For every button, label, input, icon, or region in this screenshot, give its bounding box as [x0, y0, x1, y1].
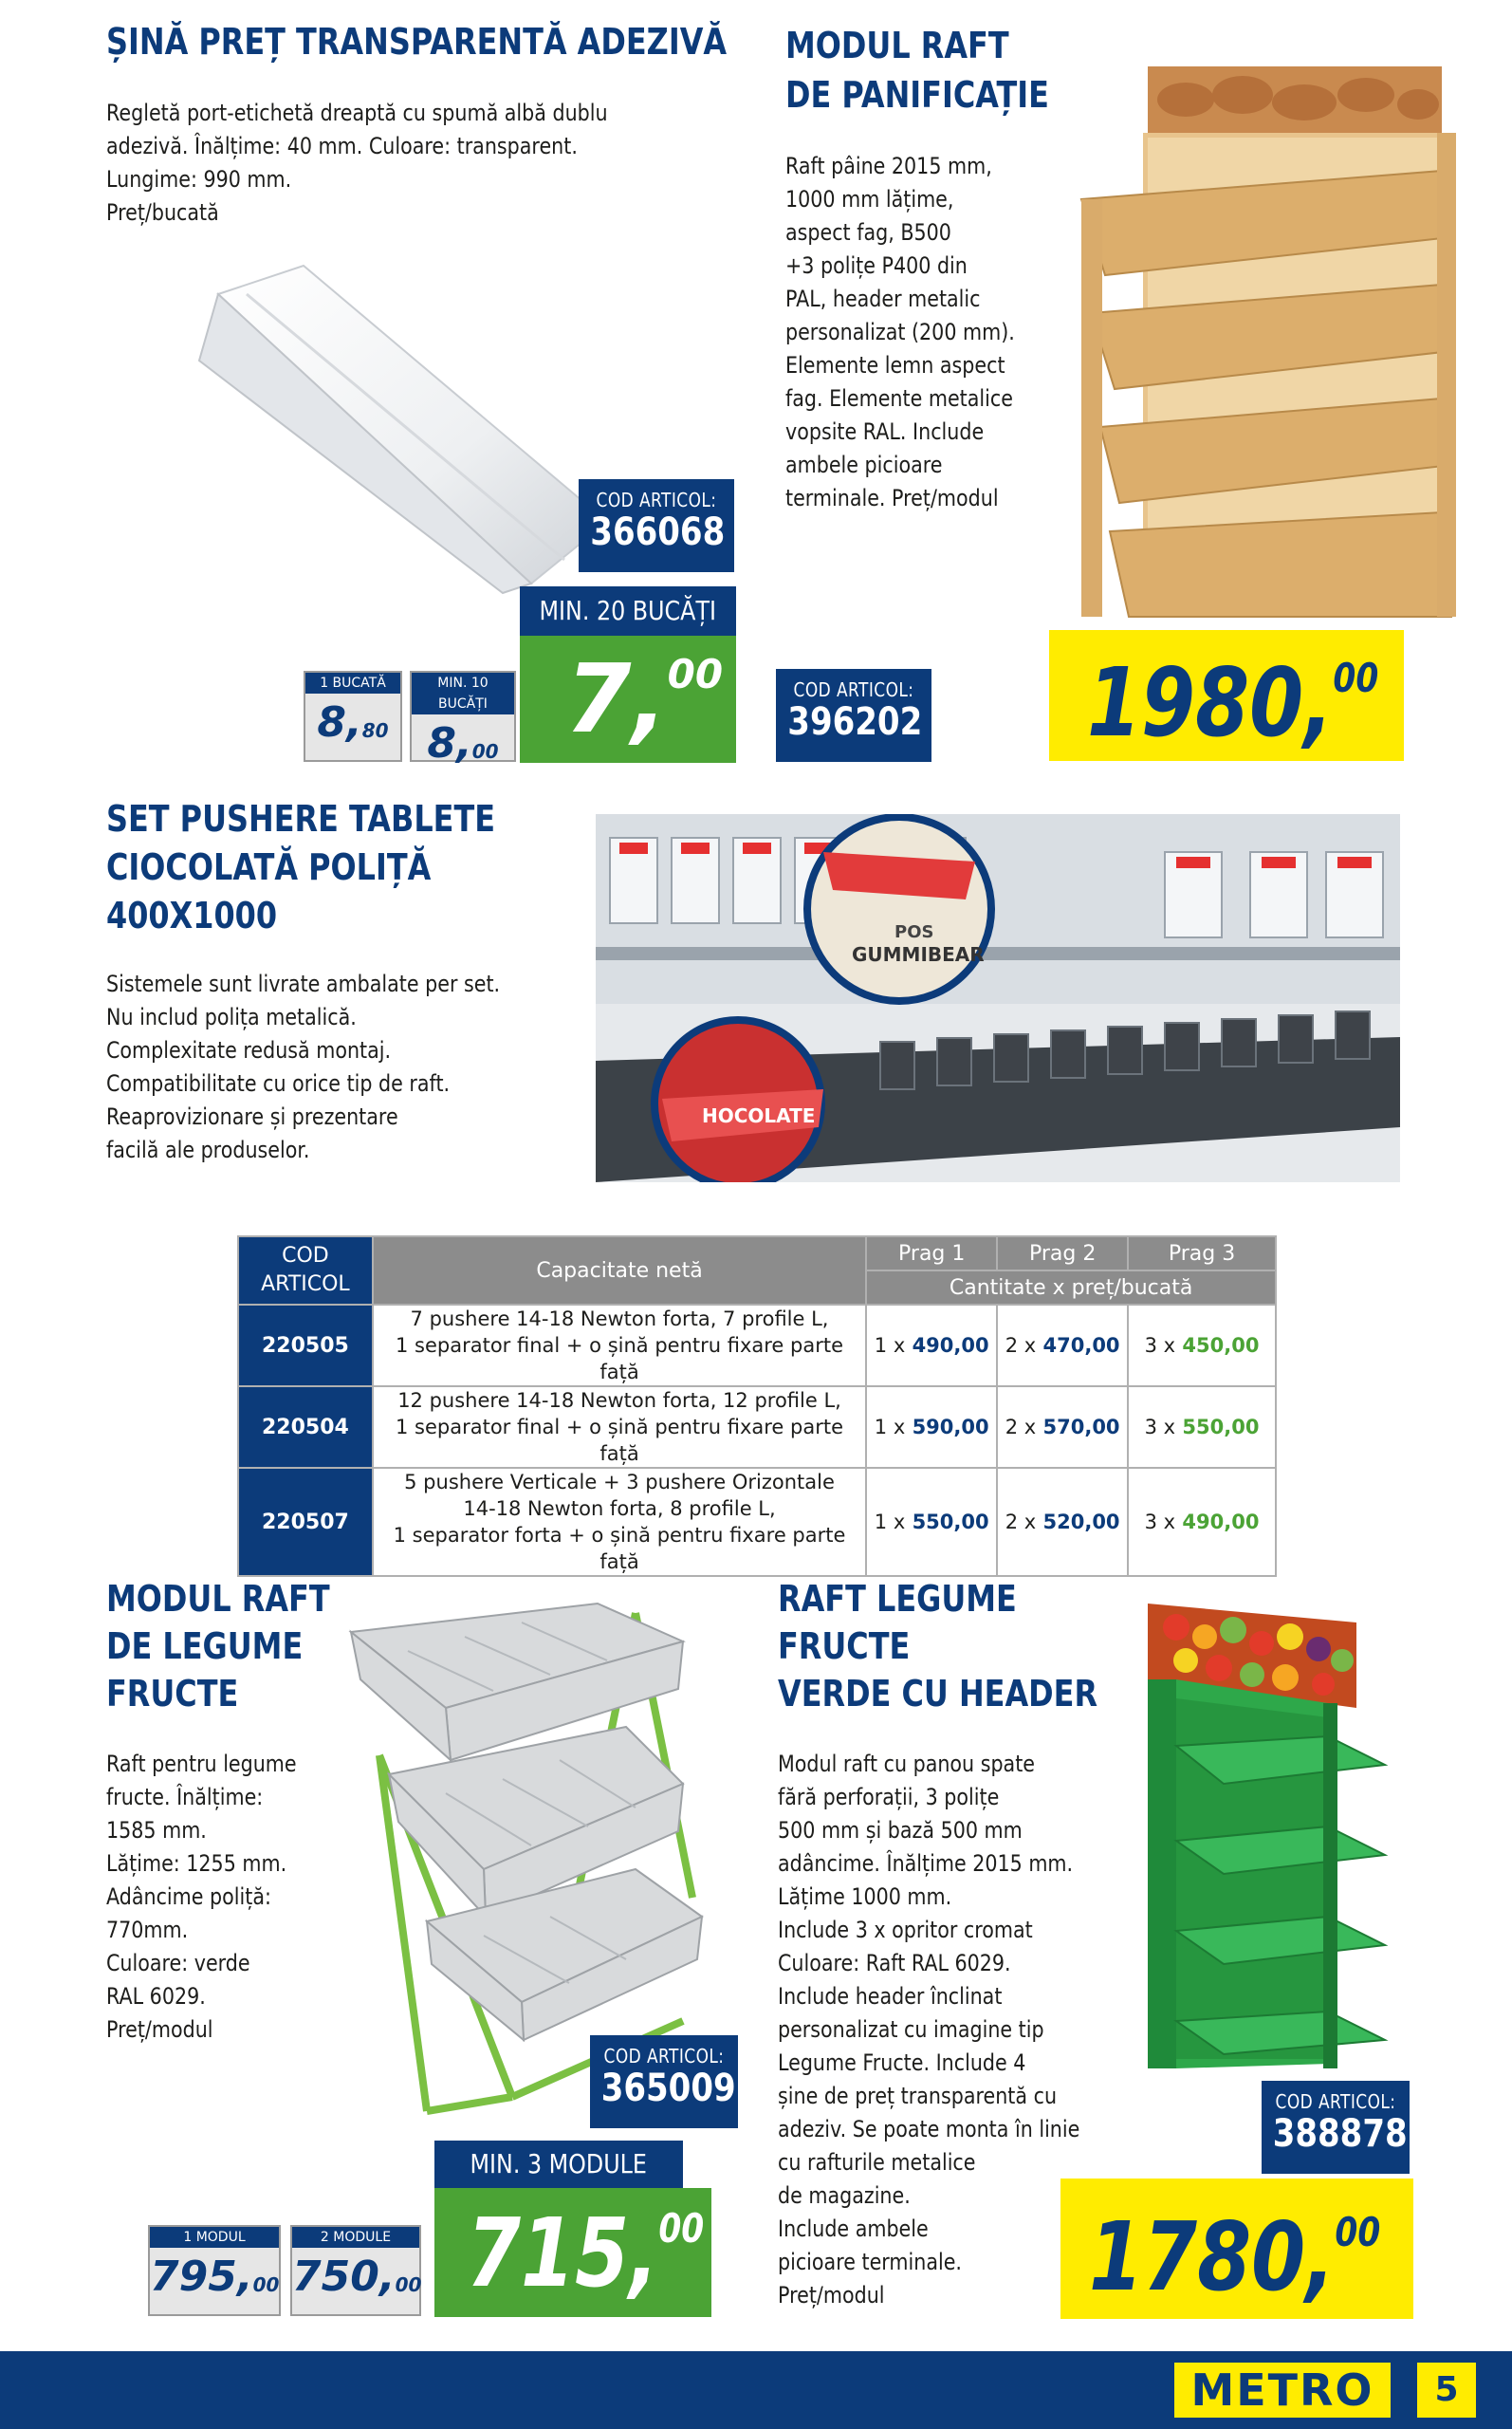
code-label: COD ARTICOL: [596, 489, 717, 511]
product3-description [106, 968, 596, 1167]
quantity: 1 x [874, 1511, 906, 1533]
product5-desc-line: de magazine. [778, 2182, 911, 2209]
product1-tier2-price: MIN. 10 BUCĂȚI 8,00 [410, 671, 516, 762]
row-prag2 [997, 1386, 1128, 1468]
row-prag1 [866, 1305, 997, 1386]
product1-desc-line: Lungime: 990 mm. [106, 166, 292, 193]
product5-desc-line: Culoare: Raft RAL 6029. [778, 1950, 1011, 1976]
product4-desc-line: Adâncime poliță: [106, 1883, 271, 1910]
product3-desc-line: facilă ale produselor. [106, 1137, 310, 1163]
header-cod-articol [238, 1236, 373, 1305]
product4-tier2-price: 2 MODULE 750,00 [290, 2225, 421, 2316]
tier-price: 8 [427, 719, 457, 768]
product2-desc-line: terminale. Preț/modul [785, 485, 999, 511]
page-number: 5 [1417, 2363, 1476, 2418]
product5-desc-line: 500 mm și bază 500 mm [778, 1817, 1023, 1844]
quantity: 3 x [1144, 1334, 1176, 1357]
product4-desc-line: 770mm. [106, 1917, 189, 1943]
unit-price: 550,00 [912, 1511, 989, 1533]
product2-code: 396202 [787, 700, 923, 744]
row-prag1 [866, 1386, 997, 1468]
product4-code: 365009 [600, 2067, 736, 2110]
code-label: COD ARTICOL: [603, 2045, 725, 2067]
pricing-table [237, 1235, 1277, 1577]
price-integer: 715 [467, 2197, 630, 2308]
product4-title [106, 1575, 330, 1717]
tier-price-decimals: 80 [361, 719, 389, 742]
desc-line: 12 pushere 14-18 Newton forta, 12 profile L, [397, 1389, 841, 1412]
product5-desc-line: picioare terminale. [778, 2249, 962, 2275]
product2-description [785, 150, 1062, 515]
product5-desc-line: Lățime 1000 mm. [778, 1883, 952, 1910]
product2-desc-line: aspect fag, B500 [785, 219, 951, 246]
title-line: SET PUSHERE TABLETE [106, 798, 496, 840]
unit-price: 550,00 [1182, 1416, 1260, 1438]
product3-desc-line: Compatibilitate cu orice tip de raft. [106, 1070, 451, 1097]
row-description [373, 1468, 866, 1576]
desc-line: 14-18 Newton forta, 8 profile L, [463, 1497, 776, 1520]
row-prag2 [997, 1468, 1128, 1576]
unit-price: 470,00 [1042, 1334, 1120, 1357]
product4-desc-line: Lățime: 1255 mm. [106, 1850, 287, 1877]
price-integer: 1980 [1087, 647, 1304, 758]
product2-price: 1980,00 [1087, 647, 1379, 758]
image-caption: POS [894, 922, 934, 942]
product1-tier1-price: 1 BUCATĂ 8,80 [304, 671, 402, 762]
header-text: ARTICOL [261, 1272, 350, 1296]
tier-label: 1 BUCATĂ [305, 673, 400, 694]
product3-image [596, 814, 1400, 1182]
row-description [373, 1386, 866, 1468]
title-line: MODUL RAFT [106, 1578, 330, 1620]
product2-price-box [1049, 630, 1404, 761]
product5-price: 1780,00 [1089, 2201, 1381, 2312]
min-label-text: MIN. 3 MODULE [470, 2148, 648, 2179]
product2-desc-line: personalizat (200 mm). [785, 319, 1015, 345]
product5-code: 388878 [1272, 2112, 1408, 2156]
product3-desc-line: Reaprovizionare și prezentare [106, 1103, 398, 1130]
image-caption: HOCOLATE [702, 1104, 816, 1127]
product5-desc-line: adeziv. Se poate monta în linie [778, 2116, 1080, 2142]
product1-title: ȘINĂ PREȚ TRANSPARENTĂ ADEZIVĂ [106, 21, 728, 63]
product4-desc-line: 1585 mm. [106, 1817, 207, 1844]
quantity: 2 x [1005, 1334, 1037, 1357]
product2-desc-line: fag. Elemente metalice [785, 385, 1013, 412]
desc-line: 1 separator final + o șină pentru fixare parte față [396, 1416, 844, 1465]
unit-price: 490,00 [1182, 1511, 1260, 1533]
product5-desc-line: Include ambele [778, 2216, 929, 2242]
product3-title [106, 795, 495, 940]
quantity: 3 x [1144, 1511, 1176, 1533]
product5-code-box [1262, 2081, 1410, 2174]
product4-price: 715,00 [467, 2197, 705, 2308]
product4-price-box [434, 2188, 711, 2317]
unit-price: 490,00 [912, 1334, 989, 1357]
row-code: 220507 [238, 1468, 373, 1576]
product5-desc-line: cu rafturile metalice [778, 2149, 976, 2176]
title-line: CIOCOLATĂ POLIȚĂ [106, 846, 432, 888]
product3-desc-line: Complexitate redusă montaj. [106, 1037, 392, 1064]
header-capacitate: Capacitate netă [373, 1236, 866, 1305]
title-line: 400X1000 [106, 895, 278, 936]
product1-description [106, 97, 677, 230]
tier-price-decimals: 00 [252, 2273, 280, 2296]
row-prag3 [1128, 1386, 1276, 1468]
product2-desc-line: ambele picioare [785, 452, 943, 478]
price-integer: 1780 [1089, 2201, 1306, 2312]
product2-desc-line: Raft pâine 2015 mm, [785, 153, 992, 179]
product2-code-box [776, 669, 931, 762]
table-row [238, 1386, 1276, 1468]
code-label: COD ARTICOL: [1275, 2090, 1396, 2113]
price-decimals: 00 [658, 2204, 705, 2252]
header-prag2: Prag 2 [997, 1236, 1128, 1270]
product2-desc-line: Elemente lemn aspect [785, 352, 1005, 379]
product1-desc-line: Preț/bucată [106, 199, 219, 226]
tier-price-decimals: 00 [471, 740, 499, 763]
quantity: 3 x [1144, 1416, 1176, 1438]
product1-desc-line: adezivă. Înălțime: 40 mm. Culoare: transparent. [106, 133, 578, 159]
product5-price-box [1060, 2179, 1413, 2319]
unit-price: 520,00 [1042, 1511, 1120, 1533]
product1-code-box [579, 479, 734, 572]
product5-desc-line: Include 3 x opritor cromat [778, 1917, 1033, 1943]
product2-desc-line: vopsite RAL. Include [785, 418, 985, 445]
product4-description [106, 1748, 335, 2047]
row-description [373, 1305, 866, 1386]
table-row [238, 1468, 1276, 1576]
product5-desc-line: adâncime. Înălțime 2015 mm. [778, 1850, 1074, 1877]
product4-tier1-price: 1 MODUL 795,00 [148, 2225, 281, 2316]
desc-line: 7 pushere 14-18 Newton forta, 7 profile L, [410, 1307, 829, 1330]
desc-line: 1 separator final + o șină pentru fixare parte față [396, 1334, 844, 1383]
product5-desc-line: Legume Fructe. Include 4 [778, 2049, 1026, 2076]
product4-code-box [590, 2035, 738, 2128]
product4-desc-line: Raft pentru legume [106, 1751, 297, 1777]
product4-desc-line: Culoare: verde [106, 1950, 250, 1976]
product5-desc-line: șine de preț transparentă cu [778, 2083, 1058, 2109]
title-line: FRUCTE [106, 1673, 239, 1715]
product1-image [190, 256, 617, 598]
product5-title [778, 1575, 1097, 1717]
product1-min-label [520, 586, 736, 636]
row-prag2 [997, 1305, 1128, 1386]
product5-desc-line: personalizat cu imagine tip [778, 2016, 1044, 2043]
tier-price: 795 [150, 2253, 237, 2301]
header-prag1: Prag 1 [866, 1236, 997, 1270]
product1-price: 7,00 [565, 643, 724, 754]
product4-desc-line: fructe. Înălțime: [106, 1784, 264, 1810]
product2-image [1053, 57, 1470, 626]
price-decimals: 00 [667, 650, 724, 697]
product5-desc-line: Preț/modul [778, 2282, 885, 2308]
price-integer: 7 [565, 643, 632, 754]
product1-desc-line: Regletă port-etichetă dreaptă cu spumă albă dublu [106, 100, 608, 126]
title-line: DE LEGUME [106, 1625, 304, 1667]
title-line: VERDE CU HEADER [778, 1673, 1098, 1715]
title-line: FRUCTE [778, 1625, 911, 1667]
row-code: 220505 [238, 1305, 373, 1386]
unit-price: 590,00 [912, 1416, 989, 1438]
tier-price: 750 [292, 2253, 379, 2301]
product4-desc-line: Preț/modul [106, 2016, 213, 2043]
price-decimals: 00 [1335, 2208, 1381, 2255]
header-prag3: Prag 3 [1128, 1236, 1276, 1270]
row-prag3 [1128, 1305, 1276, 1386]
code-label: COD ARTICOL: [793, 678, 914, 701]
product5-desc-line: Include header înclinat [778, 1983, 1003, 2010]
product2-desc-line: PAL, header metalic [785, 286, 981, 312]
image-caption: GUMMIBEAR [852, 943, 985, 966]
product5-image [1110, 1585, 1394, 2078]
product3-desc-line: Nu includ polița metalică. [106, 1004, 357, 1030]
tier-price-decimals: 00 [395, 2273, 422, 2296]
product3-desc-line: Sistemele sunt livrate ambalate per set. [106, 971, 501, 997]
product1-price-box [520, 636, 736, 763]
product1-code: 366068 [590, 510, 726, 554]
row-prag3 [1128, 1468, 1276, 1576]
header-text: COD [282, 1244, 329, 1268]
product5-desc-line: Modul raft cu panou spate [778, 1751, 1035, 1777]
table-row [238, 1305, 1276, 1386]
quantity: 2 x [1005, 1416, 1037, 1438]
quantity: 1 x [874, 1416, 906, 1438]
product2-desc-line: +3 polițe P400 din [785, 252, 968, 279]
title-line: MODUL RAFT [785, 25, 1009, 66]
quantity: 1 x [874, 1334, 906, 1357]
tier-label: 2 MODULE [292, 2227, 419, 2248]
row-code: 220504 [238, 1386, 373, 1468]
price-decimals: 00 [1333, 654, 1379, 701]
header-cantitate: Cantitate x preț/bucată [866, 1270, 1276, 1305]
min-label-text: MIN. 20 BUCĂȚI [539, 595, 717, 626]
tier-price: 8 [317, 698, 347, 747]
product2-title [785, 21, 1049, 120]
row-prag1 [866, 1468, 997, 1576]
tier-label: 1 MODUL [150, 2227, 279, 2248]
product2-desc-line: 1000 mm lățime, [785, 186, 954, 213]
unit-price: 450,00 [1182, 1334, 1260, 1357]
tier-label: MIN. 10 BUCĂȚI [412, 673, 514, 714]
product5-description [778, 1748, 1104, 2312]
product4-desc-line: RAL 6029. [106, 1983, 206, 2010]
metro-logo: METRO [1174, 2363, 1391, 2418]
title-line: DE PANIFICAȚIE [785, 74, 1049, 116]
quantity: 2 x [1005, 1511, 1037, 1533]
product5-desc-line: fără perforații, 3 polițe [778, 1784, 1000, 1810]
product4-min-label [434, 2141, 683, 2188]
desc-line: 1 separator forta + o șină pentru fixare parte față [393, 1524, 846, 1573]
title-line: RAFT LEGUME [778, 1578, 1017, 1620]
unit-price: 570,00 [1042, 1416, 1120, 1438]
desc-line: 5 pushere Verticale + 3 pushere Orizontale [404, 1471, 835, 1493]
